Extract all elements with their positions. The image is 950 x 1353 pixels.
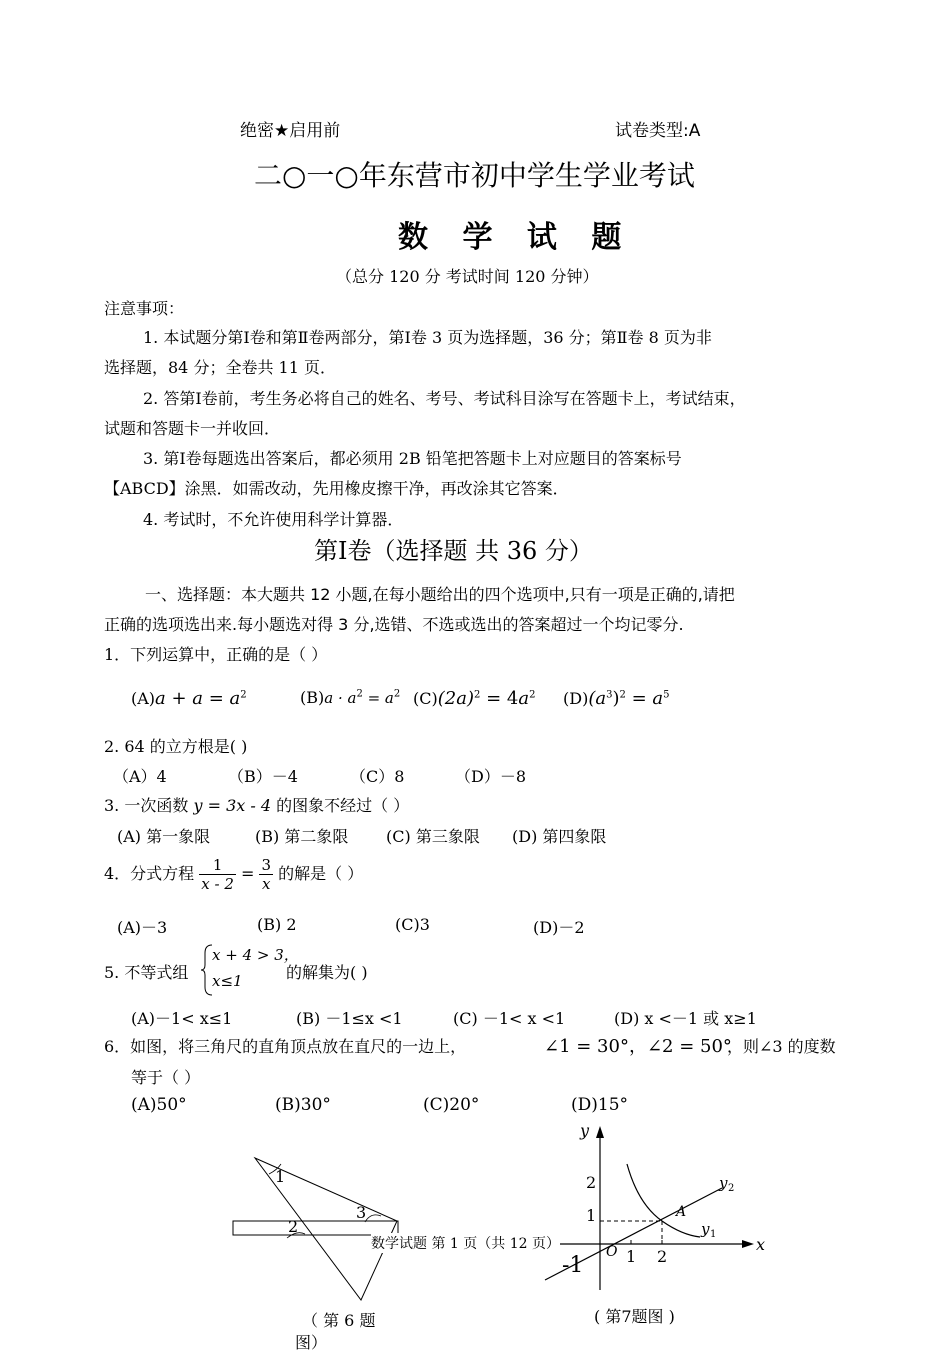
note-3-line2: 【ABCD】涂黑．如需改动，先用橡皮擦干净，再改涂其它答案． bbox=[104, 479, 569, 498]
page-footer: 数学试题 第 1 页（共 12 页） bbox=[371, 1233, 560, 1253]
q4-stem: 4．分式方程 $\frac{1}{x - 2}$ = $\frac{3}{x}$ 的解是（ ） bbox=[104, 856, 364, 893]
q1-option-b: $(B)a \cdot a^2 = a^2$ bbox=[300, 688, 401, 707]
score-time: （总分 120 分 考试时间 120 分钟） bbox=[336, 267, 599, 286]
q4-stem-post: 的解是（ ） bbox=[278, 864, 364, 883]
paper-type: 试卷类型:A bbox=[615, 121, 701, 141]
point-a-label: A bbox=[676, 1204, 687, 1220]
q5-option-d: (D) x <－1 或 x≥1 bbox=[614, 1009, 757, 1028]
q4-fraction-right: $\frac{3}{x}$ bbox=[261, 856, 272, 893]
q1-a-math: a + a = a bbox=[155, 688, 241, 709]
q1-d-label: (D) bbox=[563, 689, 589, 708]
note-4: 4. 考试时，不允许使用科学计算器． bbox=[143, 510, 404, 529]
q1-c-math: (2a) bbox=[437, 688, 474, 709]
q3-option-c: (C) 第三象限 bbox=[386, 827, 480, 846]
q6-option-a: (A)50° bbox=[131, 1095, 187, 1115]
figure-7 bbox=[540, 1118, 780, 1293]
q3-stem bbox=[104, 793, 409, 816]
figure-7-caption: ( 第7题图 ) bbox=[594, 1307, 675, 1326]
q6-option-d: (D)15° bbox=[571, 1095, 629, 1115]
q2-option-b: （B）－4 bbox=[228, 767, 298, 786]
q3-option-a: (A) 第一象限 bbox=[117, 827, 211, 846]
y1-subscript: 1 bbox=[710, 1229, 717, 1240]
figure-6 bbox=[225, 1150, 415, 1310]
angle-label-3: 3 bbox=[356, 1203, 367, 1222]
x-tick-1: 1 bbox=[626, 1247, 637, 1266]
q1-d-math: (a bbox=[588, 688, 607, 709]
q3-stem-pre: 3. 一次函数 bbox=[104, 796, 189, 815]
q6-option-b: (B)30° bbox=[275, 1095, 331, 1115]
q5-stem-pre: 5. 不等式组 bbox=[104, 963, 189, 982]
q4-stem-pre: 4．分式方程 bbox=[104, 864, 195, 883]
y-tick-2: 2 bbox=[586, 1173, 597, 1192]
secret-label: 绝密★启用前 bbox=[240, 121, 341, 141]
note-1-line1: 1. 本试题分第Ⅰ卷和第Ⅱ卷两部分，第Ⅰ卷 3 页为选择题，36 分；第Ⅱ卷 8 页为非 bbox=[143, 328, 712, 347]
y2-label: y bbox=[719, 1174, 728, 1192]
x-tick-2: 2 bbox=[657, 1247, 668, 1266]
curve-y1 bbox=[627, 1164, 700, 1237]
q1-stem: 1．下列运算中，正确的是（ ） bbox=[104, 645, 328, 664]
q1-option-a: $(A)a + a = a^2$ bbox=[131, 688, 247, 709]
q4-option-b: (B) 2 bbox=[257, 915, 297, 934]
angle-label-1: 1 bbox=[275, 1167, 286, 1186]
note-3-line1: 3. 第Ⅰ卷每题选出答案后，都必须用 2B 铅笔把答题卡上对应题目的答案标号 bbox=[143, 449, 682, 468]
q1-a-label: (A) bbox=[131, 689, 156, 708]
q2-option-a: （A）4 bbox=[113, 767, 167, 786]
q3-option-d: (D) 第四象限 bbox=[512, 827, 607, 846]
q5-stem-post: 的解集为( ) bbox=[286, 963, 368, 982]
note-1-line2: 选择题，84 分；全卷共 11 页． bbox=[104, 358, 336, 377]
q1-option-c: $(C)(2a)^2 = 4a^2$ bbox=[413, 688, 536, 709]
q5-inequality-1: x + 4 > 3， bbox=[212, 946, 299, 964]
note-2-line2: 试题和答题卡一并收回． bbox=[104, 419, 281, 438]
q5-option-b: (B) －1≤x <1 bbox=[296, 1009, 403, 1028]
q5-option-c: (C) －1< x <1 bbox=[453, 1009, 566, 1028]
section-intro-line1: 一、选择题：本大题共 12 小题,在每小题给出的四个选项中,只有一项是正确的,请把 bbox=[145, 585, 735, 604]
q2-option-d: （D）－8 bbox=[455, 767, 527, 786]
q1-b-math: a · a bbox=[324, 689, 357, 707]
x-axis-label: x bbox=[756, 1235, 766, 1254]
q3-option-b: (B) 第二象限 bbox=[255, 827, 349, 846]
figure-6-caption-line1: （ 第 6 题 bbox=[302, 1311, 376, 1330]
q5-option-a: (A)－1< x≤1 bbox=[131, 1009, 233, 1028]
q2-stem: 2. 64 的立方根是( ) bbox=[104, 737, 248, 756]
q2-option-c: （C）8 bbox=[350, 767, 405, 786]
origin-label: O bbox=[606, 1244, 618, 1260]
angle-label-2: 2 bbox=[288, 1217, 299, 1236]
q3-function: y = 3x - 4 bbox=[193, 796, 272, 815]
subject-title: 数 学 试 题 bbox=[398, 220, 634, 255]
notes-title: 注意事项： bbox=[104, 299, 185, 318]
q6-stem-line2: 等于（ ） bbox=[131, 1068, 201, 1087]
q5-inequality-2: x≤1 bbox=[212, 972, 243, 990]
y1-label: y bbox=[701, 1220, 710, 1238]
y-axis-label: y bbox=[580, 1121, 590, 1140]
q3-stem-post: 的图象不经过（ ） bbox=[276, 796, 410, 815]
note-2-line1: 2. 答第Ⅰ卷前，考生务必将自己的姓名、考号、考试科目涂写在答题卡上，考试结束， bbox=[143, 389, 746, 408]
y-axis-arrow-icon bbox=[596, 1126, 604, 1138]
q4-option-d: (D)－2 bbox=[533, 918, 585, 937]
q6-angles: ∠1 = 30°，∠2 = 50° bbox=[544, 1036, 732, 1057]
q1-c-label: (C) bbox=[413, 689, 438, 708]
minus-one-label: -1 bbox=[562, 1253, 584, 1278]
section-title: 第Ⅰ卷（选择题 共 36 分） bbox=[314, 537, 593, 565]
y2-subscript: 2 bbox=[728, 1183, 735, 1194]
section-intro-line2: 正确的选项选出来.每小题选对得 3 分,选错、不选或选出的答案超过一个均记零分. bbox=[104, 615, 684, 634]
q6-stem-tail: ，则∠3 的度数 bbox=[727, 1037, 836, 1056]
q6-option-c: (C)20° bbox=[423, 1095, 480, 1115]
q4-option-c: (C)3 bbox=[395, 915, 430, 934]
q4-option-a: (A)－3 bbox=[117, 918, 168, 937]
exam-title: 二○一○年东营市初中学生学业考试 bbox=[254, 159, 695, 192]
q1-option-d: $(D)(a^3)^2 = a^5$ bbox=[563, 688, 670, 709]
x-axis-arrow-icon bbox=[742, 1240, 754, 1248]
q6-stem-line1: 6．如图，将三角尺的直角顶点放在直尺的一边上， bbox=[104, 1037, 467, 1056]
y-tick-1: 1 bbox=[586, 1206, 597, 1225]
q1-b-label: (B) bbox=[300, 688, 325, 707]
figure-6-caption-line2: 图） bbox=[295, 1333, 328, 1352]
q4-fraction-left: $\frac{1}{x - 2}$ bbox=[201, 856, 234, 893]
